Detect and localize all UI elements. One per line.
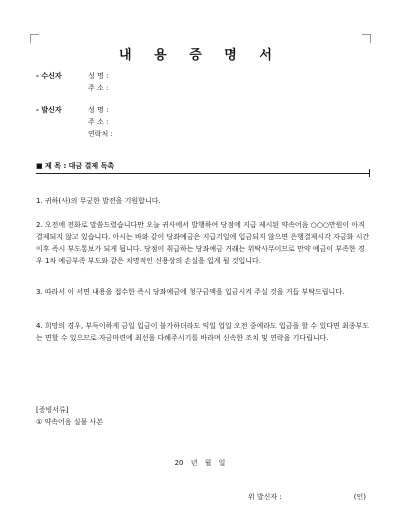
subject-divider [36,173,370,174]
sender-role-label: - 발신자 [36,106,62,114]
document-date: 20 년 월 일 [174,459,226,467]
subject-line: ■ 제 목 : 대금 결제 독촉 [36,162,115,170]
sender-name-label: 성 명 : [88,106,109,114]
paragraph-2: 2. 오전에 전화로 말씀드렸습니다만 오늘 귀사에서 발행하여 당점에 지급 제시된 약속어음 ○○○만원이 아직 결제되지 않고 있습니다. 아시는 바와 같이 당좌예금은 지급기일에 입금되지 않으면 은행결제시각 자금화 시간 이후 즉시 부도통보가 되게 됩니다. 당점이 취급하는 당좌예금 거래는 위탁사무이므로 만약 예금이 부족한 경우 1차 예금부족 부도와 같은 치명적인 신용상의 손실을 입게 될 것입니다. [36,221,370,265]
corner-mark-top-left [30,34,39,43]
recipient-name-label: 성 명 : [88,72,109,80]
corner-mark-top-right [362,34,371,43]
evidence-heading: [증빙서류] [36,406,69,414]
signature-line [248,492,366,502]
subject-divider-end [369,169,370,177]
signature-label: 위 발신자 : [247,493,282,501]
evidence-section [36,404,103,428]
paragraph-1: 1. 귀하(사)의 무궁한 발전을 기원합니다. [36,197,161,205]
sender-contact-label: 연락처 : [88,130,113,138]
paragraph-3: 3. 따라서 이 서면 내용을 접수한 즉시 당좌예금에 청구금액을 입금시켜 주실 것을 거듭 부탁드립니다. [36,288,345,296]
seal-mark: (인) [353,493,366,501]
recipient-role-label: - 수신자 [36,72,62,80]
sender-address-label: 주 소 : [88,118,109,126]
document-title: 내 용 증 명 서 [119,48,281,63]
paragraph-4: 4. 희망의 경우, 부득이하게 금일 입금이 불가하더라도 익일 업일 오전 중에라도 입금을 할 수 있다면 최종부도는 면할 수 있으므로 자금마련에 최선을 다해주시기를 바라며 신속한 조치 및 연락을 기다립니다. [36,322,370,342]
evidence-item: ① 약속어음 실물 사본 [36,418,104,426]
recipient-address-label: 주 소 : [88,84,109,92]
